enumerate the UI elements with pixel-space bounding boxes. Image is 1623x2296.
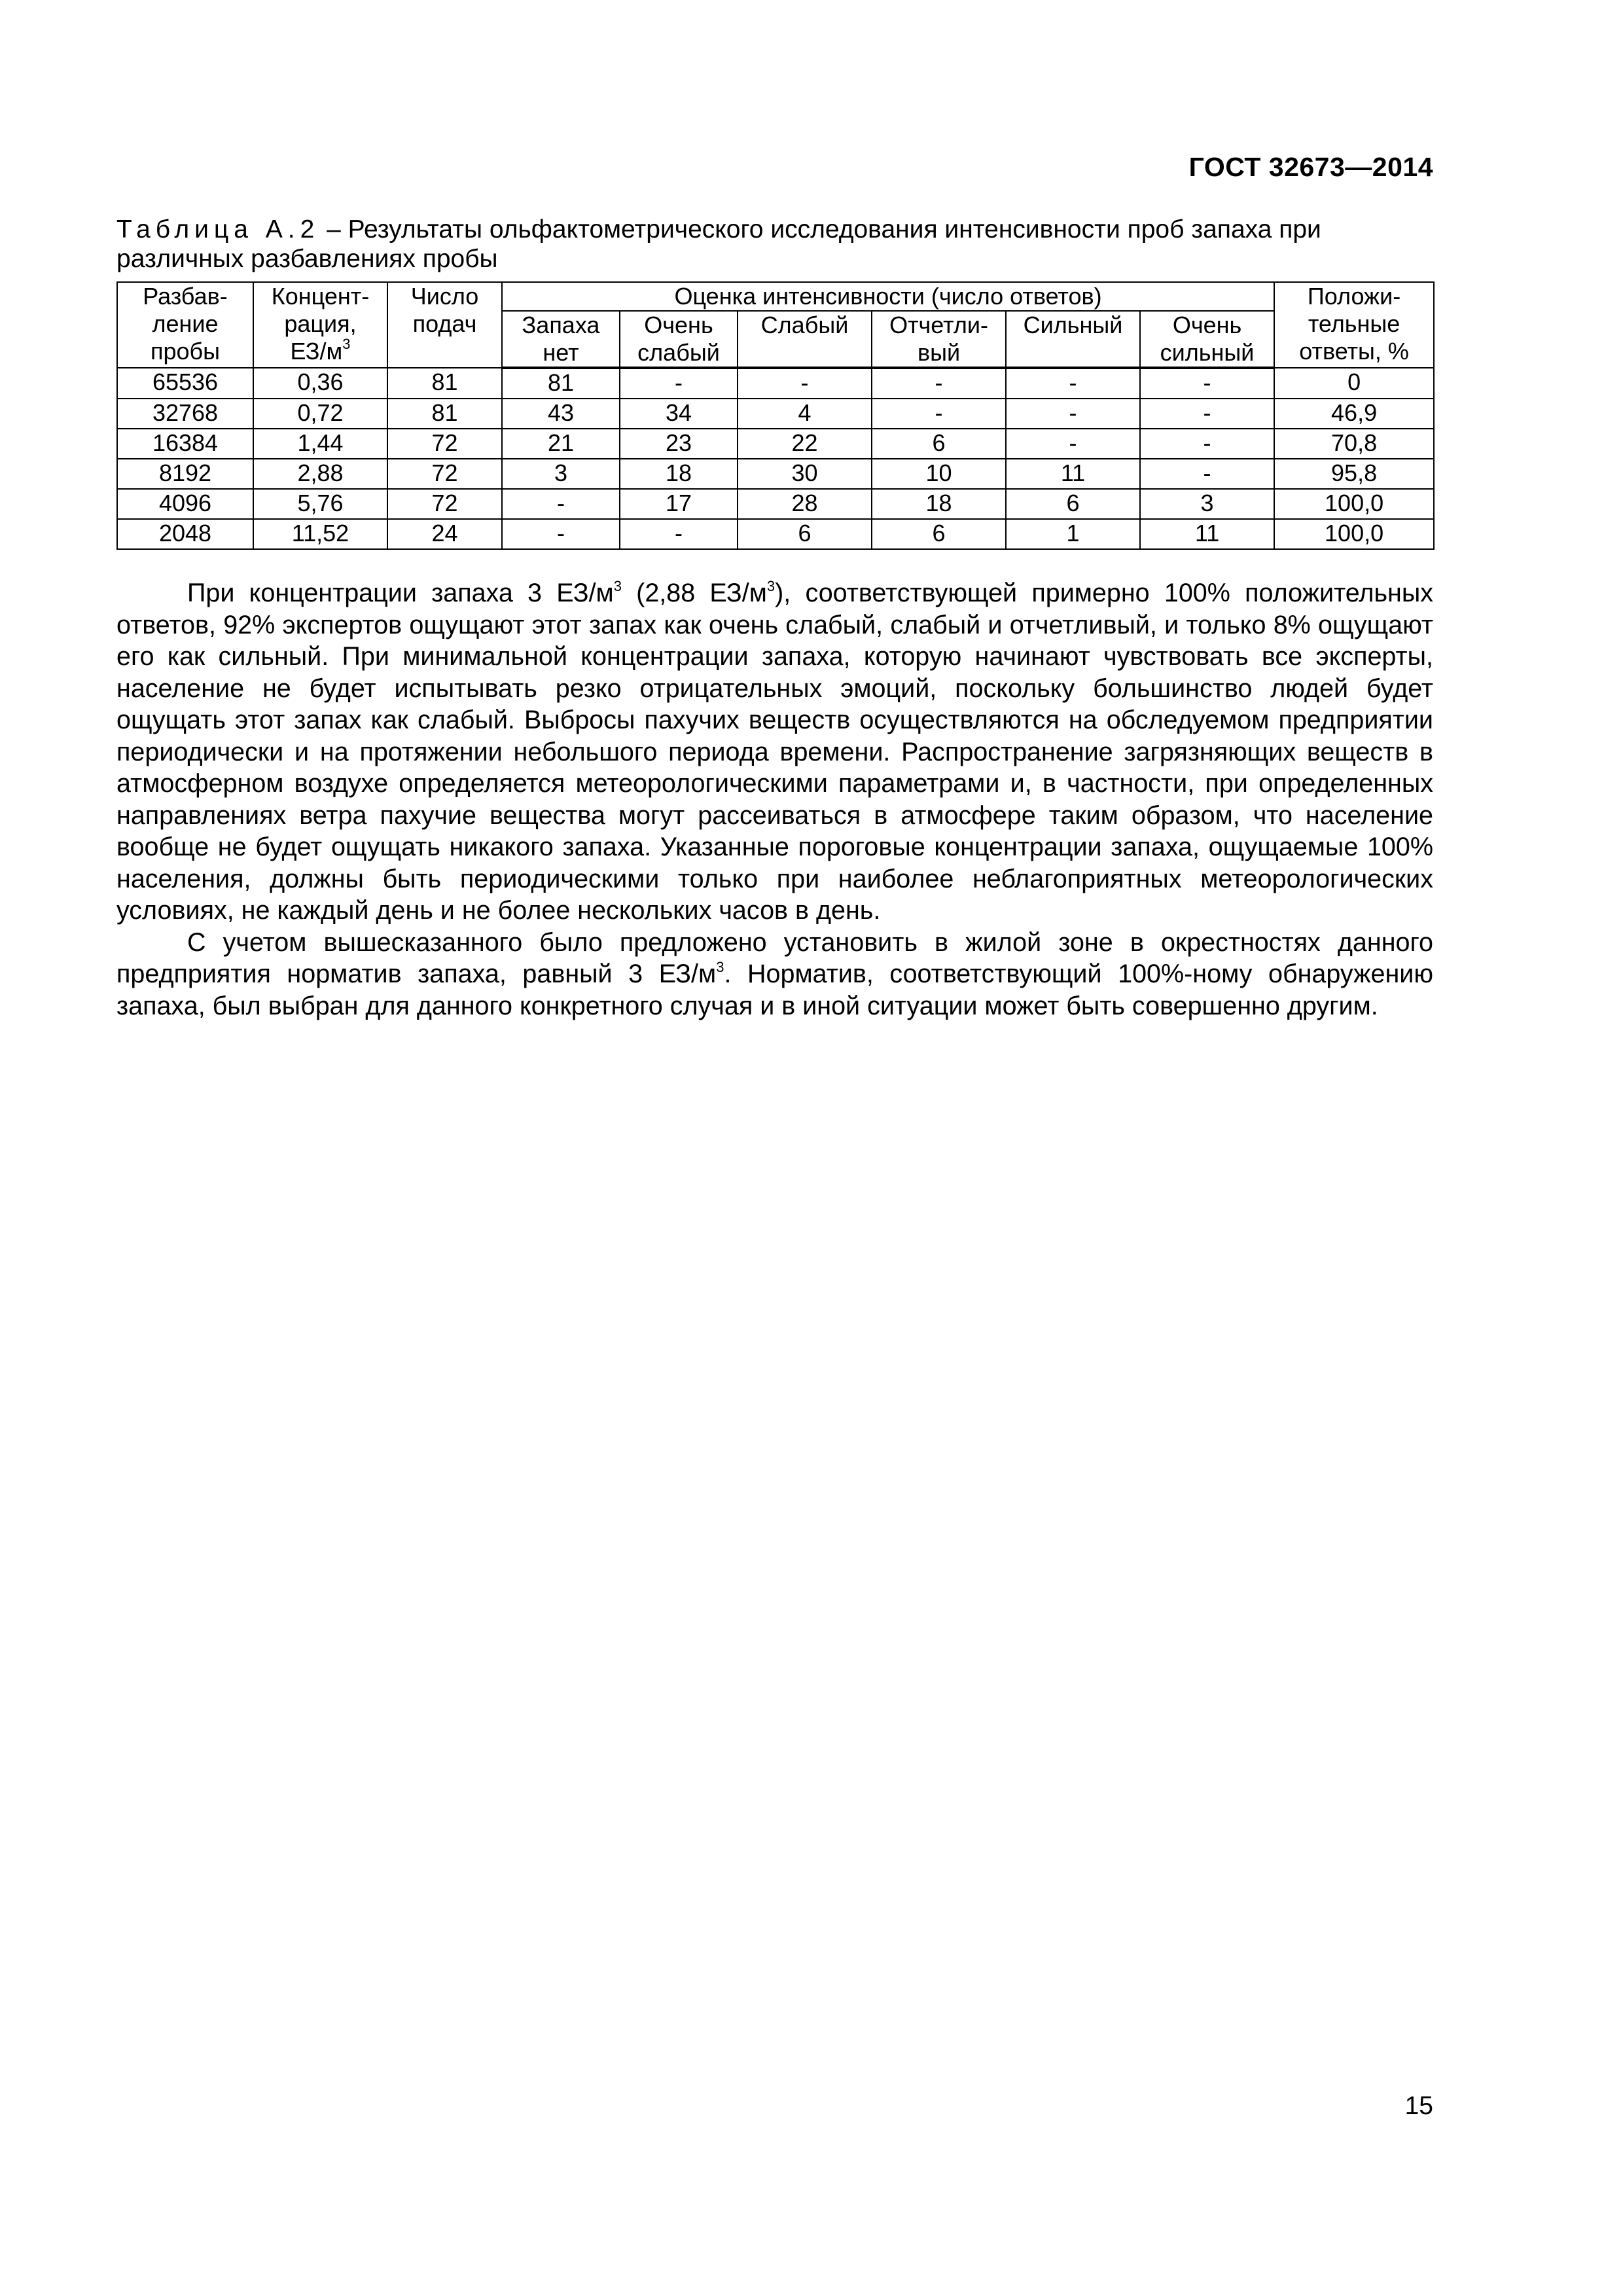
header-strong: Сильный xyxy=(1006,311,1140,368)
table-cell: 3 xyxy=(1140,489,1274,519)
header-weak: Слабый xyxy=(738,311,872,368)
table-cell: 10 xyxy=(872,459,1006,489)
header-very-strong: Очень сильный xyxy=(1140,311,1274,368)
table-row xyxy=(117,368,1434,399)
table-cell: 81 xyxy=(502,368,620,399)
table-cell: 46,9 xyxy=(1274,399,1434,429)
table-cell: 23 xyxy=(620,429,738,459)
table-cell: 11 xyxy=(1006,459,1140,489)
table-cell: - xyxy=(872,368,1006,399)
paragraph-1 xyxy=(116,577,1433,927)
table-cell: 22 xyxy=(738,429,872,459)
table-cell: 6 xyxy=(738,519,872,549)
table-cell: 18 xyxy=(872,489,1006,519)
header-concentration-sup: 3 xyxy=(342,336,351,352)
table-cell: - xyxy=(1006,399,1140,429)
paragraph-1-part-a: При концентрации запаха 3 ЕЗ/м xyxy=(187,579,614,607)
table-cell: 6 xyxy=(872,429,1006,459)
header-no-odor: Запаха нет xyxy=(502,311,620,368)
header-dilution: Разбав- ление пробы xyxy=(117,282,253,368)
table-cell: 2,88 xyxy=(253,459,387,489)
table-cell: 5,76 xyxy=(253,489,387,519)
results-table xyxy=(116,281,1435,550)
superscript-3: 3 xyxy=(766,578,776,594)
table-header-row xyxy=(117,282,1434,311)
table-cell: - xyxy=(620,519,738,549)
table-row xyxy=(117,489,1434,519)
table-cell: 17 xyxy=(620,489,738,519)
table-cell: 72 xyxy=(387,489,502,519)
table-cell: 72 xyxy=(387,459,502,489)
table-cell: 18 xyxy=(620,459,738,489)
table-cell: 32768 xyxy=(117,399,253,429)
table-cell: 24 xyxy=(387,519,502,549)
standard-number: ГОСТ 32673—2014 xyxy=(1188,152,1433,182)
superscript-3: 3 xyxy=(716,959,724,975)
table-cell: 6 xyxy=(872,519,1006,549)
table-cell: 3 xyxy=(502,459,620,489)
header-distinct: Отчетли- вый xyxy=(872,311,1006,368)
table-cell: 8192 xyxy=(117,459,253,489)
table-cell: - xyxy=(1140,429,1274,459)
table-cell: 16384 xyxy=(117,429,253,459)
paragraph-2-part-a: С учетом вышесказанного было предложено установить в жилой зоне в окрестностях данного предприятия норматив запаха, равный 3 ЕЗ/м xyxy=(116,927,1433,988)
table-cell: - xyxy=(502,519,620,549)
header-positive: Положи- тельные ответы, % xyxy=(1274,282,1434,368)
table-cell: 28 xyxy=(738,489,872,519)
table-cell: - xyxy=(1006,429,1140,459)
superscript-3: 3 xyxy=(613,578,622,594)
table-cell: 0,72 xyxy=(253,399,387,429)
table-cell: 100,0 xyxy=(1274,489,1434,519)
table-cell: 21 xyxy=(502,429,620,459)
table-cell: - xyxy=(738,368,872,399)
header-concentration-text: Концент- рация, ЕЗ/м xyxy=(271,283,370,365)
header-very-weak: Очень слабый xyxy=(620,311,738,368)
table-caption-text: – Результаты ольфактометрического исследования интенсивности проб запаха при различных разбавлениях пробы xyxy=(116,215,1321,273)
table-cell: 11,52 xyxy=(253,519,387,549)
table-cell: 65536 xyxy=(117,368,253,399)
table-cell: 100,0 xyxy=(1274,519,1434,549)
table-cell: - xyxy=(1140,399,1274,429)
paragraph-1-part-c: ), соответствующей примерно 100% положительных ответов, 92% экспертов ощущают этот запах как очень слабый, слабый и отчетливый, и только 8% ощущают его как сильный. При минимальной концентрации запаха, которую начинают чувствовать все эксперты, население не будет испытывать резко отрицательных эмоций, поскольку большинство людей будет ощущать этот запах как слабый. Выбросы пахучих веществ осуществляются на обследуемом предприятии периодически и на протяжении небольшого периода времени. Распространение загрязняющих веществ в атмосферном воздухе определяется метеорологическими параметрами и, в частности, при определенных направлениях ветра пахучие вещества могут рассеиваться в атмосфере таким образом, что население вообще не будет ощущать никакого запаха. Указанные пороговые концентрации запаха, ощущаемые 100% населения, должны быть периодическими только при наиболее неблагоприятных метеорологических условиях, не каждый день и не более нескольких часов в день. xyxy=(116,579,1433,925)
table-cell: 30 xyxy=(738,459,872,489)
table-cell: - xyxy=(1006,368,1140,399)
header-assessment: Оценка интенсивности (число ответов) xyxy=(502,282,1274,311)
paragraph-1-part-b: (2,88 ЕЗ/м xyxy=(621,579,767,607)
table-cell: - xyxy=(620,368,738,399)
table-cell: 34 xyxy=(620,399,738,429)
table-cell: 2048 xyxy=(117,519,253,549)
table-caption xyxy=(116,215,1432,274)
page-number: 15 xyxy=(1404,2092,1433,2120)
table-cell: 11 xyxy=(1140,519,1274,549)
header-submissions: Число подач xyxy=(387,282,502,368)
body-text xyxy=(116,577,1433,1022)
table-cell: - xyxy=(1140,459,1274,489)
paragraph-2-part-b: . Норматив, соответствующий 100%-ному обнаружению запаха, был выбран для данного конкретного случая и в иной ситуации может быть совершенно другим. xyxy=(116,960,1433,1020)
table-cell: 1 xyxy=(1006,519,1140,549)
table-cell: 72 xyxy=(387,429,502,459)
table-row xyxy=(117,459,1434,489)
table-cell: 70,8 xyxy=(1274,429,1434,459)
paragraph-2 xyxy=(116,927,1433,1022)
table-row xyxy=(117,399,1434,429)
table-row xyxy=(117,429,1434,459)
table-cell: - xyxy=(872,399,1006,429)
table-row xyxy=(117,519,1434,549)
table-cell: 95,8 xyxy=(1274,459,1434,489)
table-cell: - xyxy=(1140,368,1274,399)
table-cell: 43 xyxy=(502,399,620,429)
table-cell: 4 xyxy=(738,399,872,429)
table-caption-label: Таблица А.2 xyxy=(116,215,320,243)
table-cell: 4096 xyxy=(117,489,253,519)
table-cell: 0,36 xyxy=(253,368,387,399)
table-cell: 81 xyxy=(387,399,502,429)
table-cell: 1,44 xyxy=(253,429,387,459)
table-body xyxy=(117,368,1434,549)
header-concentration xyxy=(253,282,387,368)
table-cell: 0 xyxy=(1274,368,1434,399)
table-cell: - xyxy=(502,489,620,519)
table-cell: 6 xyxy=(1006,489,1140,519)
table-cell: 81 xyxy=(387,368,502,399)
